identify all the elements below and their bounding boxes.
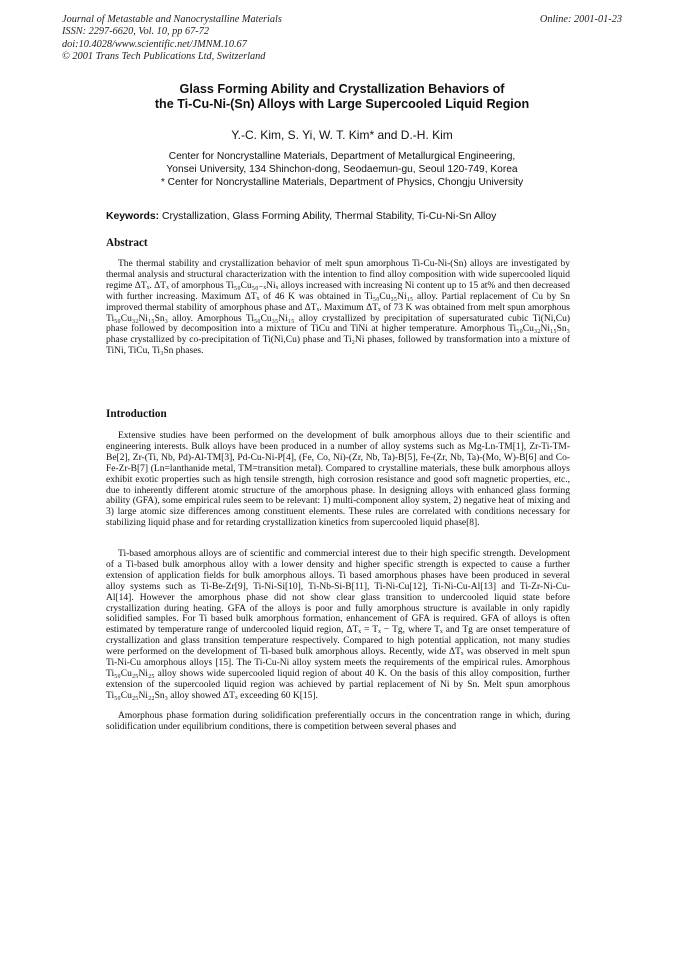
keywords xyxy=(106,211,626,222)
intro-paragraph-1: Extensive studies have been performed on the development of bulk amorphous alloys due to their scientific and engineering interests. Bulk alloys have been produced in a number of alloy systems such as Mg-Ln-TM[1], Zr-Ti-TM-Be[2], Zr-(Ti, Nb, Pd)-Al-TM[3], Pd-Cu-Ni-P[4], (Fe, Co, Ni)-(Zr, Nb, Ta)-B[5], Fe-(Zr, Nb, Ta)-(Mo, W)-B[6] and Co-Fe-Zr-B[7] (Ln=lanthanide metal, TM=transition metal). Compared to crystalline materials, these bulk amorphous alloys exhibit exotic properties such as high tensile strength, high corrosion resistance and good soft magnetic properties, etc., due to inherently different atomic structure of the amorphous phase. In designing alloys with enhanced glass forming ability (GFA), some empirical rules seem to be relevant: 1) multi-component alloy system, 2) negative heat of mixing and 3) large atomic size differences among constituent elements. These rules are correlated with conditions necessary for stabilizing liquid phase and for retarding crystallization kinetics from supercooled liquid phase[8]. xyxy=(106,431,570,529)
journal-name: Journal of Metastable and Nanocrystalline Materials xyxy=(62,14,282,25)
journal-copyright: © 2001 Trans Tech Publications Ltd, Switzerland xyxy=(62,51,266,63)
journal-header xyxy=(62,14,622,64)
intro-paragraph-3: Amorphous phase formation during solidification preferentially occurs in the concentration range in which, during solidification under equilibrium conditions, there is competition between several phases and xyxy=(106,711,570,732)
journal-issn: ISSN: 2297-6620, Vol. 10, pp 67-72 xyxy=(62,26,210,38)
introduction-heading: Introduction xyxy=(106,408,167,420)
keywords-label: Keywords: xyxy=(106,211,160,222)
paper-title xyxy=(62,82,622,112)
affiliation-1-line-2: Yonsei University, 134 Shinchon-dong, Seodaemun-gu, Seoul 120-749, Korea xyxy=(166,163,518,175)
abstract-heading: Abstract xyxy=(106,237,148,249)
keywords-text: Crystallization, Glass Forming Ability, Thermal Stability, Ti-Cu-Ni-Sn Alloy xyxy=(159,211,497,222)
author-list: Y.-C. Kim, S. Yi, W. T. Kim* and D.-H. Kim xyxy=(231,128,453,142)
online-date: Online: 2001-01-23 xyxy=(539,14,622,25)
title-line-2: the Ti-Cu-Ni-(Sn) Alloys with Large Supercooled Liquid Region xyxy=(154,97,530,111)
title-line-1: Glass Forming Ability and Crystallization Behaviors of xyxy=(179,82,505,96)
intro-paragraph-2: Ti-based amorphous alloys are of scientific and commercial interest due to their high specific strength. Development of a Ti-based bulk amorphous alloy with a lower density and higher specific strength is expected to cause a further extension of application fields for bulk amorphous alloys. Ti based amorphous phases have been produced in several alloy systems such as Ti-Be-Zr[9], Ti-Ni-Si[10], Ti-Nb-Si-B[11], Ti-Ni-Cu[12], Ti-Ni-Cu-Al[13] and Ti-Zr-Ni-Cu-Al[14]. However the amorphous phase did not show clear glass transition to undercooled liquid state before crystallization during heating. GFA of the alloys is poor and fully amorphous structure is available in only rapidly solidified samples. For Ti based bulk amorphous formation, enhancement of GFA is required. GFA of alloys is often estimated by temperature range of undercooled liquid region, ΔTₓ = Tₓ − Tg, where Tₓ and Tg are onset temperature of crystallization and glass transition temperature respectively. Compared to high potential application, not many studies were performed on the development of Ti-based bulk amorphous alloys. Recently, wide ΔTₓ was observed in melt spun Ti-Ni-Cu amorphous alloys [15]. The Ti-Cu-Ni alloy system meets the requirements of the empirical rules. Amorphous Ti₅₀Cu₂₅Ni₂₅ alloy shows wide supercooled liquid region of about 40 K. On the basis of this alloy composition, further extension of the supercooled liquid region was achieved by partial replacement of Ni by Sn. Melt spun amorphous Ti₅₀Cu₂₅Ni₂₂Sn₃ alloy showed ΔTₓ exceeding 60 K[15]. xyxy=(106,549,570,701)
affiliation-2: * Center for Noncrystalline Materials, Department of Physics, Chongju University xyxy=(160,176,524,188)
affiliation-1-line-1: Center for Noncrystalline Materials, Department of Metallurgical Engineering, xyxy=(168,151,516,162)
abstract-text: The thermal stability and crystallization behavior of melt spun amorphous Ti-Cu-Ni-(Sn) alloys are investigated by thermal analysis and structural characterization with the intention to find alloy composition with wide supercooled liquid regime ΔTₓ. ΔTₓ of amorphous Ti₅₀Cu₅₀₋ₓNiₓ alloys increased with increasing Ni content up to 15 at% and then decreased with further increasing. Maximum ΔTₓ of 46 K was obtained in Ti₅₀Cu₃₅Ni₁₅ alloy. Partial replacement of Cu by Sn improved thermal stability of amorphous phase and ΔTₓ. Maximum ΔTₓ of 73 K was obtained from melt spun amorphous Ti₅₀Cu₃₂Ni₁₅Sn₃ alloy. Amorphous Ti₅₀Cu₃₅Ni₁₅ alloy crystallized by precipitation of supersaturated cubic Ti(Ni,Cu) phase followed by decomposition into a mixture of TiCu and TiNi at higher temperature. Amorphous Ti₅₀Cu₃₂Ni₁₅Sn₃ phase crystallized by co-precipitation of Ti(Ni,Cu) phase and Ti₂Ni phases, followed by transformation into a mixture of TiNi, TiCu, Ti₃Sn phases. xyxy=(106,259,570,357)
affiliations xyxy=(62,151,622,189)
journal-doi: doi:10.4028/www.scientific.net/JMNM.10.67 xyxy=(62,38,247,50)
